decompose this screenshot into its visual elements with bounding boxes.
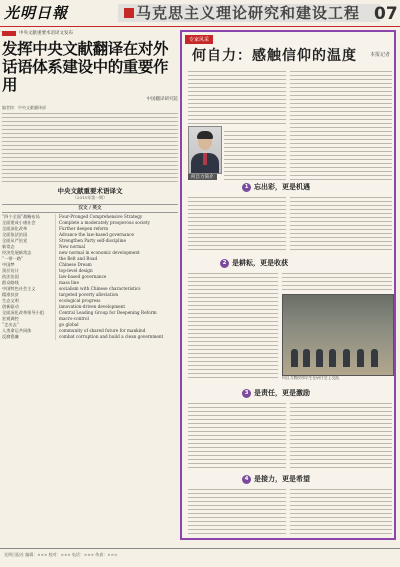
right-body-text	[282, 270, 392, 290]
glossary-term-en: Central Leading Group for Deepening Reform	[59, 310, 157, 315]
glossary-term-cn: “四个全面”战略布局	[2, 214, 56, 220]
glossary-term-cn: 中国特色社会主义	[2, 286, 56, 292]
glossary-term-en: innovation-driven development	[59, 304, 126, 309]
right-body-text	[188, 194, 286, 252]
right-article	[180, 30, 396, 540]
glossary-term-en: socialism with Chinese characteristics	[59, 286, 141, 291]
right-body-text	[188, 400, 286, 468]
right-body-text	[290, 194, 392, 252]
glossary-term-cn: 反腐倡廉	[2, 334, 56, 340]
right-body-text	[188, 68, 286, 124]
left-kicker	[2, 30, 178, 36]
glossary-term-cn: 中国梦	[2, 262, 56, 268]
right-subhead-4: 4 是接力，更是希望	[242, 474, 310, 484]
number-badge-icon: 4	[242, 475, 251, 484]
glossary-term-en: Advance the law-based governance	[59, 232, 135, 237]
right-author: 本报记者	[369, 52, 390, 58]
glossary-header: 汉文 / 英文	[2, 206, 178, 213]
glossary-term-cn: 生态文明	[2, 298, 56, 304]
right-body-text	[290, 68, 392, 180]
glossary-term-en: the Belt and Road	[59, 256, 98, 261]
left-body-text	[2, 110, 178, 182]
number-badge-icon: 1	[242, 183, 251, 192]
glossary-term-en: combat corruption and build a clean government	[59, 334, 164, 339]
page-number: 07	[374, 4, 398, 24]
glossary-term-en: Chinese Dream	[59, 262, 92, 267]
glossary-term-en: macro-control	[59, 316, 89, 321]
glossary-term-cn: 经济发展新常态	[2, 250, 56, 256]
left-byline: 中国翻译研究院	[146, 97, 178, 102]
glossary-term-en: Strengthen Party self-discipline	[59, 238, 126, 243]
right-subhead-3: 3 是责任，更是激励	[242, 388, 310, 398]
page-header	[0, 0, 400, 27]
author-portrait	[188, 126, 222, 174]
glossary-term-cn: 依法治国	[2, 274, 56, 280]
glossary-term-cn: 精准扶贫	[2, 292, 56, 298]
glossary-term-cn: 新常态	[2, 244, 56, 250]
author-box-label: 何自力简介	[188, 174, 217, 180]
photo-caption: 何自力教授和学生在研讨会上交流	[282, 375, 339, 380]
glossary-term-en: law-based governance	[59, 274, 107, 279]
glossary-term-cn: 宏观调控	[2, 316, 56, 322]
left-article	[2, 30, 178, 540]
glossary-term-cn: 群众路线	[2, 280, 56, 286]
glossary-term-en: Further deepen reform	[59, 226, 109, 231]
glossary-term-cn: 全面从严治党	[2, 238, 56, 244]
glossary-term-cn: 全面深化改革	[2, 226, 56, 232]
left-subhead: 中央文献重要术语译文	[57, 187, 123, 195]
number-badge-icon: 3	[242, 389, 251, 398]
glossary-term-cn: 顶层设计	[2, 268, 56, 274]
right-subhead-2: 2 是耕耘，更是收获	[220, 258, 288, 268]
glossary-term-en: community of shared future for mankind	[59, 328, 146, 333]
left-lead: 编者按：中央文献翻译部	[2, 105, 46, 110]
section-mark-icon	[124, 8, 134, 18]
glossary-term-en: Four-Pronged Comprehensive Strategy	[59, 214, 143, 219]
right-body-text	[224, 128, 286, 180]
group-photo	[282, 294, 394, 376]
glossary-term-cn: “一带一路”	[2, 256, 56, 262]
right-body-text	[188, 270, 278, 378]
right-body-text	[188, 486, 286, 536]
glossary-term-en: new normal in economic development	[59, 250, 140, 255]
glossary-term-cn: 全面依法治国	[2, 232, 56, 238]
glossary-table	[2, 204, 178, 340]
glossary-term-cn: 创新驱动	[2, 304, 56, 310]
glossary-term-en: targeted poverty alleviation	[59, 292, 119, 297]
right-title: 何自力：感触信仰的温度	[192, 48, 357, 64]
glossary-term-en: mass line	[59, 280, 79, 285]
glossary-term-en: New normal	[59, 244, 86, 249]
column-tag: 专家风采	[185, 35, 213, 44]
glossary-term-cn: 全面建成小康社会	[2, 220, 56, 226]
page-footer: 光明日报社 编辑：××× 校对：××× 电话：××× 传真：×××	[0, 548, 400, 567]
kicker-mark-icon	[2, 31, 16, 36]
section-title: 马克思主义理论研究和建设工程	[118, 4, 380, 22]
glossary-term-en: go global	[59, 322, 79, 327]
masthead: 光明日報	[4, 4, 69, 22]
left-subsubhead: （2015年第一期）	[72, 195, 108, 200]
right-body-text	[290, 400, 392, 468]
glossary-term-cn: 全面深化改革领导小组	[2, 310, 56, 316]
left-headline: 发挥中央文献翻译在对外话语体系建设中的重要作用	[2, 40, 169, 94]
glossary-term-en: ecological progress	[59, 298, 101, 303]
glossary-term-en: top-level design	[59, 268, 93, 273]
right-subhead-1: 1 忘出彩，更是机遇	[242, 182, 310, 192]
right-body-text	[290, 486, 392, 536]
number-badge-icon: 2	[220, 259, 229, 268]
kicker-text: 中央文献重要术语译文发布	[19, 31, 73, 36]
glossary-term-cn: 人类命运共同体	[2, 328, 56, 334]
glossary-term-cn: “走出去”	[2, 322, 56, 328]
glossary-term-en: Complete a moderately prosperous society	[59, 220, 150, 225]
